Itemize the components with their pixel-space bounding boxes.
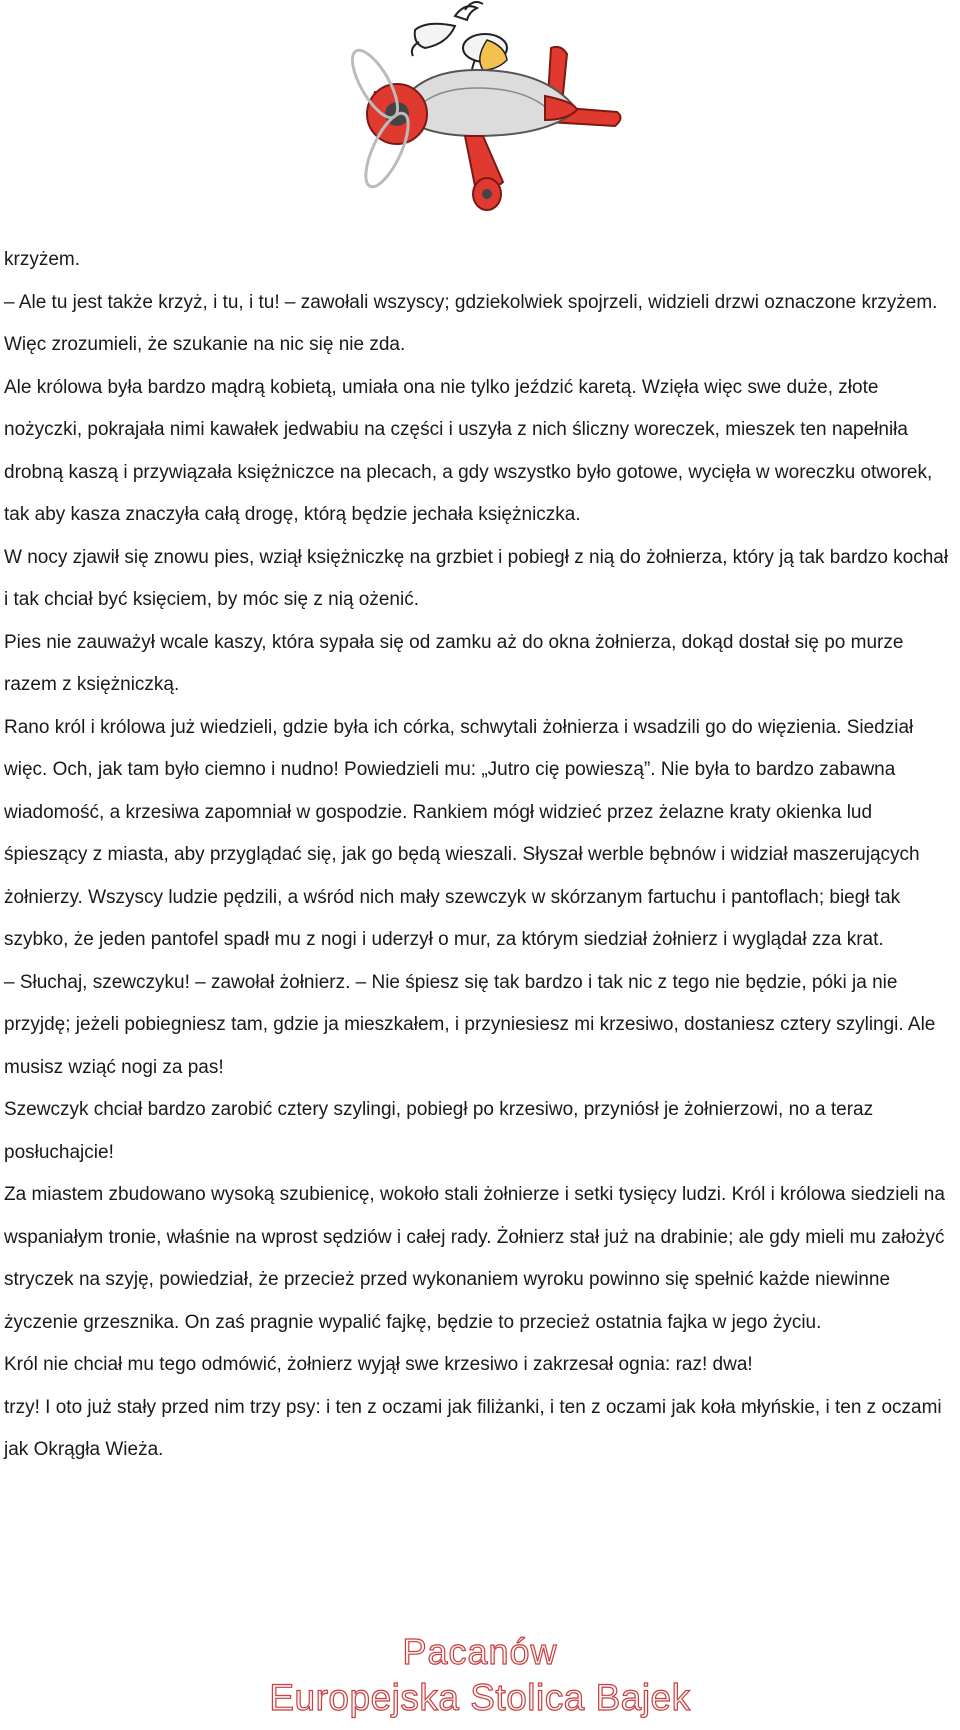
story-text bbox=[4, 239, 956, 1472]
pacanow-logo bbox=[0, 1630, 960, 1722]
logo-line-europejska-stolica-bajek: Europejska Stolica Bajek bbox=[269, 1677, 691, 1718]
paragraph: Ale królowa była bardzo mądrą kobietą, umiała ona nie tylko jeździć karetą. Wzięła więc swe duże, złote nożyczki, pokrajała nimi kawałek jedwabiu na części i uszyła z nich śliczny woreczek, mieszek ten napełniła drobną kaszą i przywiązała księżniczce na plecach, a gdy wszystko było gotowe, wycięła w woreczku otworek, tak aby kasza znaczyła całą drogę, którą będzie jechała księżniczka. bbox=[4, 376, 933, 525]
paragraph: krzyżem. bbox=[4, 249, 80, 270]
paragraph: Szewczyk chciał bardzo zarobić cztery szylingi, pobiegł po krzesiwo, przyniósł je żołnierzowi, no a teraz posłuchajcie! bbox=[4, 1099, 874, 1163]
paragraph: Za miastem zbudowano wysoką szubienicę, wokoło stali żołnierze i setki tysięcy ludzi. Król i królowa siedzieli na wspaniałym tronie, właśnie na wprost sędziów i całej rady. Żołnierz stał już na drabinie; ale gdy mieli mu założyć stryczek na szyję, powiedział, że przecież przed wykonaniem wyroku powinno się spełnić każde niewinne życzenie grzesznika. On zaś pragnie wypalić fajkę, będzie to przecież ostatnia fajka w jego życiu. bbox=[4, 1184, 945, 1333]
paragraph: W nocy zjawił się znowu pies, wziął księżniczkę na grzbiet i pobiegł z nią do żołnierza, który ją tak bardzo kochał i tak chciał być księciem, by móc się z nią ożenić. bbox=[4, 546, 949, 610]
paragraph: Król nie chciał mu tego odmówić, żołnierz wyjął swe krzesiwo i zakrzesał ognia: raz! dwa! bbox=[4, 1354, 753, 1375]
paragraph: Rano król i królowa już wiedzieli, gdzie była ich córka, schwytali żołnierza i wsadzili go do więzienia. Siedział więc. Och, jak tam było ciemno i nudno! Powiedzieli mu: „Jutro cię powieszą”. Nie była to bardzo zabawna wiadomość, a krzesiwa zapomniał w gospodzie. Rankiem mógł widzieć przez żelazne kraty okienka lud śpieszący z miasta, aby przyglądać się, jak go będą wieszali. Słyszał werble bębnów i widział maszerujących żołnierzy. Wszyscy ludzie pędzili, a wśród nich mały szewczyk w skórzanym fartuchu i pantoflach; biegł tak szybko, że jeden pantofel spadł mu z nogi i uderzył o mur, za którym siedział żołnierz i wyglądał zza krat. bbox=[4, 716, 920, 950]
paragraph: – Słuchaj, szewczyku! – zawołał żołnierz. – Nie śpiesz się tak bardzo i tak nic z tego nie będzie, póki ja nie przyjdę; jeżeli pobiegniesz tam, gdzie ja mieszkałem, i przyniesiesz mi krzesiwo, dostaniesz cztery szylingi. Ale musisz wziąć nogi za pas! bbox=[4, 971, 936, 1078]
paragraph: trzy! I oto już stały przed nim trzy psy: i ten z oczami jak filiżanki, i ten z oczami jak koła młyńskie, i ten z oczami jak Okrągła Wieża. bbox=[4, 1396, 942, 1460]
goat-airplane-icon bbox=[315, 0, 645, 222]
paragraph: – Ale tu jest także krzyż, i tu, i tu! – zawołali wszyscy; gdziekolwiek spojrzeli, widzieli drzwi oznaczone krzyżem. Więc zrozumieli, że szukanie na nic się nie zda. bbox=[4, 291, 938, 355]
logo-line-pacanow: Pacanów bbox=[402, 1631, 558, 1672]
paragraph: Pies nie zauważył wcale kaszy, która sypała się od zamku aż do okna żołnierza, dokąd dostał się po murze razem z księżniczką. bbox=[4, 631, 904, 695]
